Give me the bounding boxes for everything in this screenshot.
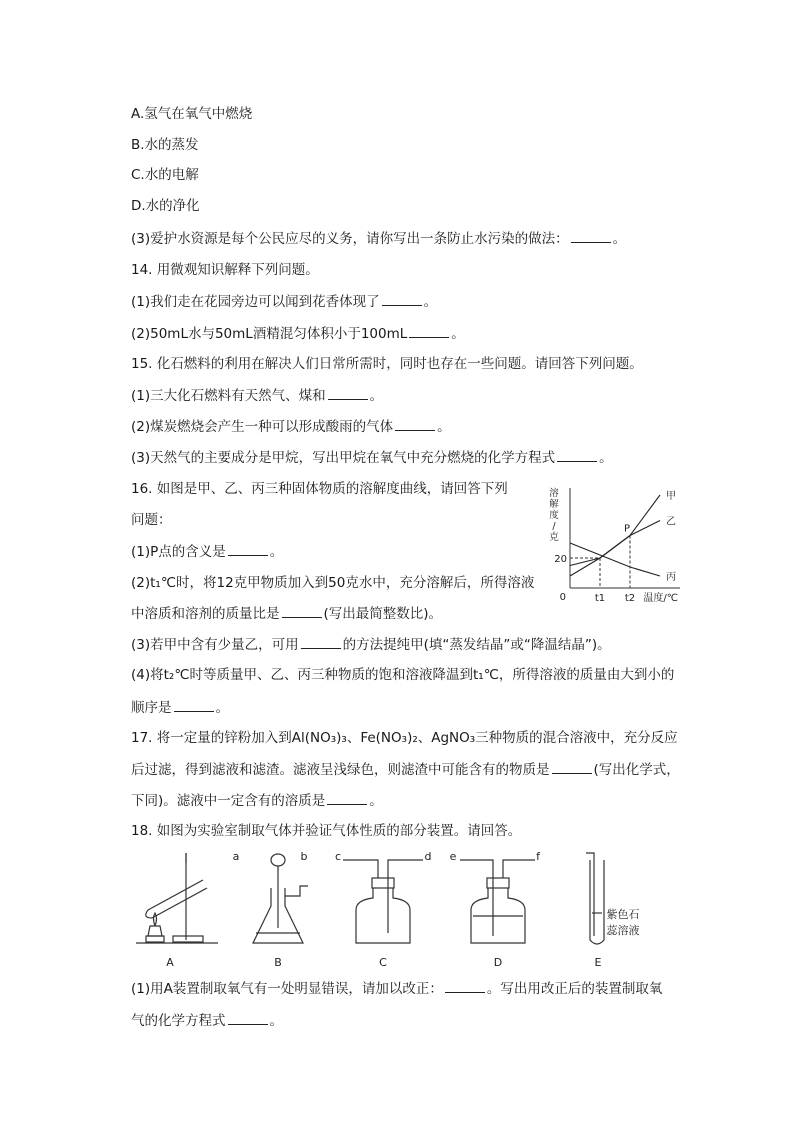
port-label-a: a — [232, 850, 240, 863]
line-text: 的方法提纯甲(填“蒸发结晶”或“降温结晶”)。 — [342, 637, 611, 653]
apparatus-label-C: C — [379, 956, 387, 969]
line-text: (2)煤炭燃烧会产生一种可以形成酸雨的气体 — [131, 419, 394, 435]
line-text: 中溶质和溶剂的质量比是 — [131, 606, 280, 622]
series-label-0: 甲 — [666, 491, 676, 502]
port-label-e: e — [449, 850, 457, 863]
line-text: (写出最简整数比)。 — [323, 606, 443, 622]
line-text: (1)用A装置制取氧气有一处明显错误，请加以改正： — [131, 981, 443, 997]
line-text: 。 — [451, 326, 465, 342]
text-line-9: 15. 化石燃料的利用在解决人们日常所需时，同时也存在一些问题。请回答下列问题。 — [131, 356, 643, 372]
answer-blank[interactable] — [445, 978, 485, 993]
answer-blank[interactable] — [552, 759, 592, 774]
y-axis-label-char: / — [552, 521, 556, 532]
answer-blank[interactable] — [571, 228, 611, 243]
apparatus-label-D: D — [493, 956, 503, 969]
apparatus-d-drawing — [460, 860, 535, 943]
line-text: 顺序是 — [131, 700, 172, 716]
y-axis-label-char: 克 — [549, 532, 559, 543]
line-text: (2)50mL水与50mL酒精混匀体积小于100mL — [131, 326, 408, 342]
text-line-16: (2)t₁℃时，将12克甲物质加入到50克水中，充分溶解后，所得溶液 — [131, 575, 535, 591]
port-label-f: f — [536, 850, 540, 863]
series-line-1 — [570, 521, 660, 566]
text-line-13: 16. 如图是甲、乙、丙三种固体物质的溶解度曲线，请回答下列 — [131, 481, 508, 497]
x-axis-label: 温度/℃ — [643, 593, 678, 604]
y-axis-label-char: 解 — [549, 499, 559, 510]
line-text: 。写出用改正后的装置制取氧 — [486, 981, 663, 997]
y-tick-20: 20 — [554, 554, 567, 565]
answer-blank[interactable] — [557, 447, 597, 462]
text-line-20 — [131, 697, 229, 718]
line-text: 。 — [612, 231, 627, 247]
solubility-chart — [540, 478, 690, 608]
text-line-1: A.氢气在氧气中燃烧 — [131, 106, 253, 122]
apparatus-label-A: A — [166, 956, 174, 969]
text-line-12 — [131, 447, 613, 468]
answer-blank[interactable] — [282, 603, 322, 618]
text-line-15 — [131, 541, 283, 562]
answer-blank[interactable] — [382, 291, 422, 306]
text-line-8 — [131, 323, 465, 344]
text-line-2: B.水的蒸发 — [131, 137, 199, 153]
text-line-18 — [131, 634, 611, 655]
y-axis-label-char: 溶 — [549, 488, 559, 499]
port-label-b: b — [300, 850, 308, 863]
apparatus-diagram — [128, 848, 640, 973]
port-label-c: c — [334, 850, 342, 863]
line-text: 。 — [437, 419, 451, 435]
line-text: (3)若甲中含有少量乙，可用 — [131, 637, 299, 653]
apparatus-b-drawing — [253, 854, 308, 943]
line-text: (1)P点的含义是 — [131, 544, 226, 560]
text-line-19: (4)将t₂℃时等质量甲、乙、丙三种物质的饱和溶液降温到t₁℃，所得溶液的质量由大到小的 — [131, 667, 675, 683]
e-solution-label-1: 紫色石 — [606, 908, 640, 921]
line-text: 。 — [423, 294, 438, 310]
text-line-23 — [131, 790, 383, 811]
answer-blank[interactable] — [328, 385, 368, 400]
text-line-3: C.水的电解 — [131, 167, 199, 183]
series-line-2 — [570, 543, 660, 576]
text-line-4: D.水的净化 — [131, 198, 200, 214]
x-tick-t2: t2 — [624, 593, 636, 604]
series-label-1: 乙 — [666, 516, 676, 528]
answer-blank[interactable] — [395, 416, 435, 431]
text-line-26 — [131, 1010, 283, 1031]
text-line-6: 14. 用微观知识解释下列问题。 — [131, 262, 319, 278]
line-text: (3)爱护水资源是每个公民应尽的义务，请你写出一条防止水污染的做法： — [131, 231, 569, 247]
origin-label: 0 — [559, 592, 566, 603]
text-line-14: 问题： — [131, 512, 172, 528]
point-p-label: P — [624, 523, 631, 535]
text-line-11 — [131, 416, 451, 437]
apparatus-e-drawing — [586, 853, 604, 944]
line-text: 后过滤，得到滤液和滤渣。滤液呈浅绿色，则滤渣中可能含有的物质是 — [131, 762, 550, 778]
line-text: (1)我们走在花园旁边可以闻到花香体现了 — [131, 294, 380, 310]
apparatus-label-B: B — [274, 956, 282, 969]
line-text: 。 — [269, 1013, 283, 1029]
text-line-22 — [131, 759, 680, 780]
answer-blank[interactable] — [174, 697, 214, 712]
apparatus-label-E: E — [594, 956, 602, 969]
line-text: (3)天然气的主要成分是甲烷，写出甲烷在氧气中充分燃烧的化学方程式 — [131, 450, 556, 466]
line-text: 。 — [599, 450, 613, 466]
text-line-24: 18. 如图为实验室制取气体并验证气体性质的部分装置。请回答。 — [131, 823, 522, 839]
apparatus-c-drawing — [343, 860, 423, 943]
text-line-10 — [131, 385, 383, 406]
apparatus-a-drawing — [136, 853, 218, 943]
line-text: 。 — [369, 793, 383, 809]
line-text: 。 — [269, 544, 284, 560]
line-text: 气的化学方程式 — [131, 1013, 226, 1029]
series-label-2: 丙 — [666, 572, 676, 583]
e-solution-label-2: 蕊溶液 — [606, 924, 640, 937]
text-line-25 — [131, 978, 662, 999]
answer-blank[interactable] — [228, 541, 268, 556]
line-text: 下同)。滤液中一定含有的溶质是 — [131, 793, 326, 809]
line-text: 。 — [369, 388, 384, 404]
text-line-7 — [131, 291, 437, 312]
line-text: (写出化学式， — [593, 762, 680, 778]
y-axis-label-char: 度 — [549, 510, 559, 521]
answer-blank[interactable] — [301, 634, 341, 649]
answer-blank[interactable] — [409, 323, 449, 338]
text-line-21: 17. 将一定量的锌粉加入到Al(NO₃)₃、Fe(NO₃)₂、AgNO₃三种物质的混合溶液中，充分反应 — [131, 730, 678, 746]
text-line-17 — [131, 603, 442, 624]
line-text: (1)三大化石燃料有天然气、煤和 — [131, 388, 326, 404]
line-text: 。 — [215, 700, 229, 716]
port-label-d: d — [424, 850, 432, 863]
series-line-0 — [570, 495, 660, 576]
answer-blank[interactable] — [327, 790, 367, 805]
text-line-5 — [131, 228, 626, 249]
answer-blank[interactable] — [228, 1010, 268, 1025]
x-tick-t1: t1 — [594, 593, 606, 604]
